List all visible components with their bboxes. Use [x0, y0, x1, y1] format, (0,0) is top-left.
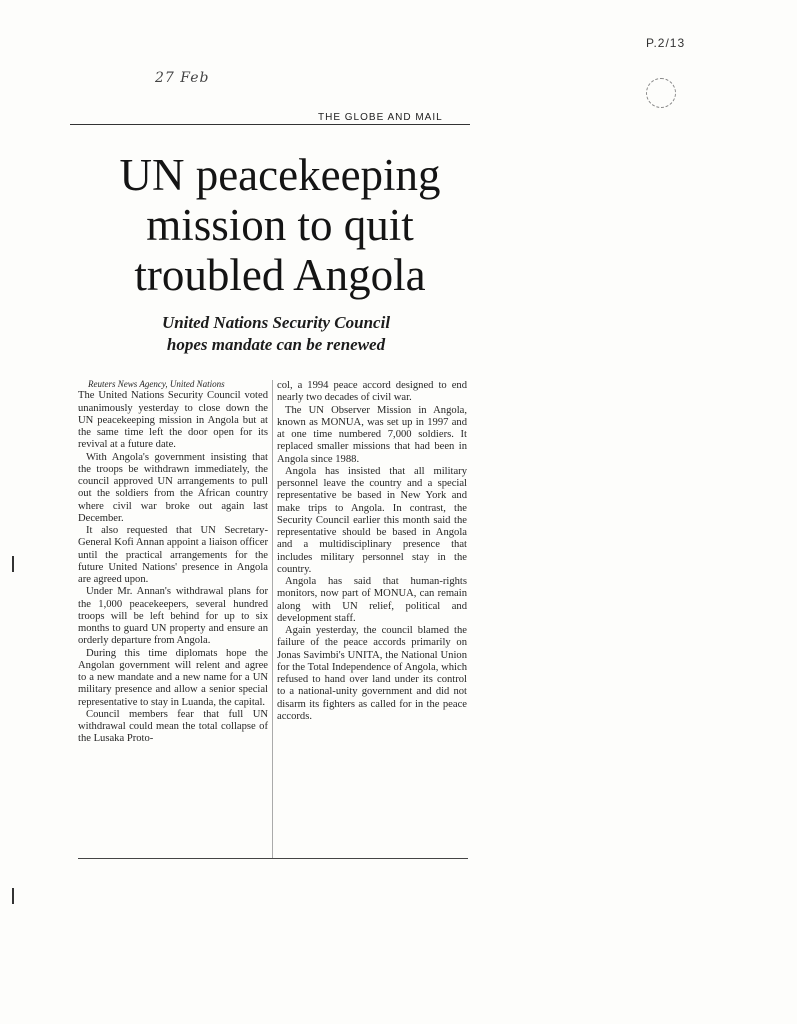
paragraph: Angola has said that human-rights monitors, now part of MONUA, can remain along with UN relief, political and development staff. — [277, 576, 467, 624]
newspaper-masthead: THE GLOBE AND MAIL — [318, 112, 443, 123]
headline-line-1: UN peacekeeping — [119, 150, 441, 200]
paragraph: Again yesterday, the council blamed the failure of the peace accords primarily on Jonas Savimbi's UNITA, the National Union for the Total Independence of Angola, which refused to hand over land under its control to a national-unity government and did not disarm its fighters as called for in the peace accords. — [277, 625, 467, 722]
article-byline: Reuters News Agency, United Nations — [88, 379, 225, 389]
paragraph: col, a 1994 peace accord designed to end nearly two decades of civil war. — [277, 380, 467, 404]
column-divider — [272, 380, 273, 858]
stamp-seal — [646, 78, 676, 108]
article-subheadline — [96, 312, 456, 356]
paragraph: With Angola's government insisting that the troops be withdrawn immediately, the council approved UN arrangements to pull out the soldiers from the African country where civil war broke out again last December. — [78, 451, 268, 524]
paragraph: Angola has insisted that all military personnel leave the country and a special representative be based in New York and make trips to Angola. In contrast, the Security Council earlier this month said the representative should be based in Angola and a multidisciplinary presence that includes military personnel stay in the country. — [277, 465, 467, 575]
article-column-1 — [78, 378, 268, 746]
paragraph: Council members fear that full UN withdrawal could mean the total collapse of the Lusaka Proto- — [78, 708, 268, 745]
deck-line-2: hopes mandate can be renewed — [166, 335, 386, 354]
paragraph: The United Nations Security Council voted unanimously yesterday to close down the UN peacekeeping mission in Angola but at the same time left the door open for its revival at a future date. — [78, 390, 268, 451]
deck-line-1: United Nations Security Council — [161, 313, 391, 332]
paragraph: During this time diplomats hope the Angolan government will relent and agree to a new mandate and a new name for a UN military presence and allow a senior special representative to stay in Luanda, the capital. — [78, 647, 268, 708]
paragraph: Under Mr. Annan's withdrawal plans for the 1,000 peacekeepers, several hundred troops will be left behind for up to six months to guard UN property and ensure an orderly departure from Angola. — [78, 586, 268, 647]
paragraph: The UN Observer Mission in Angola, known as MONUA, was set up in 1997 and at one time numbered 7,000 soldiers. It replaced smaller missions that had been in Angola since 1988. — [277, 404, 467, 465]
fax-page-number: P.2/13 — [646, 36, 686, 50]
masthead-rule — [70, 124, 470, 125]
headline-line-2: mission to quit — [146, 200, 414, 250]
headline-line-3: troubled Angola — [134, 250, 426, 300]
article-headline — [80, 150, 480, 300]
article-end-rule — [78, 858, 468, 859]
handwritten-date: 27 Feb — [155, 70, 210, 86]
article-column-2 — [277, 380, 467, 723]
scan-edge-mark — [12, 556, 14, 572]
scan-edge-mark — [12, 888, 14, 904]
paragraph: It also requested that UN Secretary-General Kofi Annan appoint a liaison officer until the practical arrangements for the future United Nations' presence in Angola are agreed upon. — [78, 525, 268, 585]
